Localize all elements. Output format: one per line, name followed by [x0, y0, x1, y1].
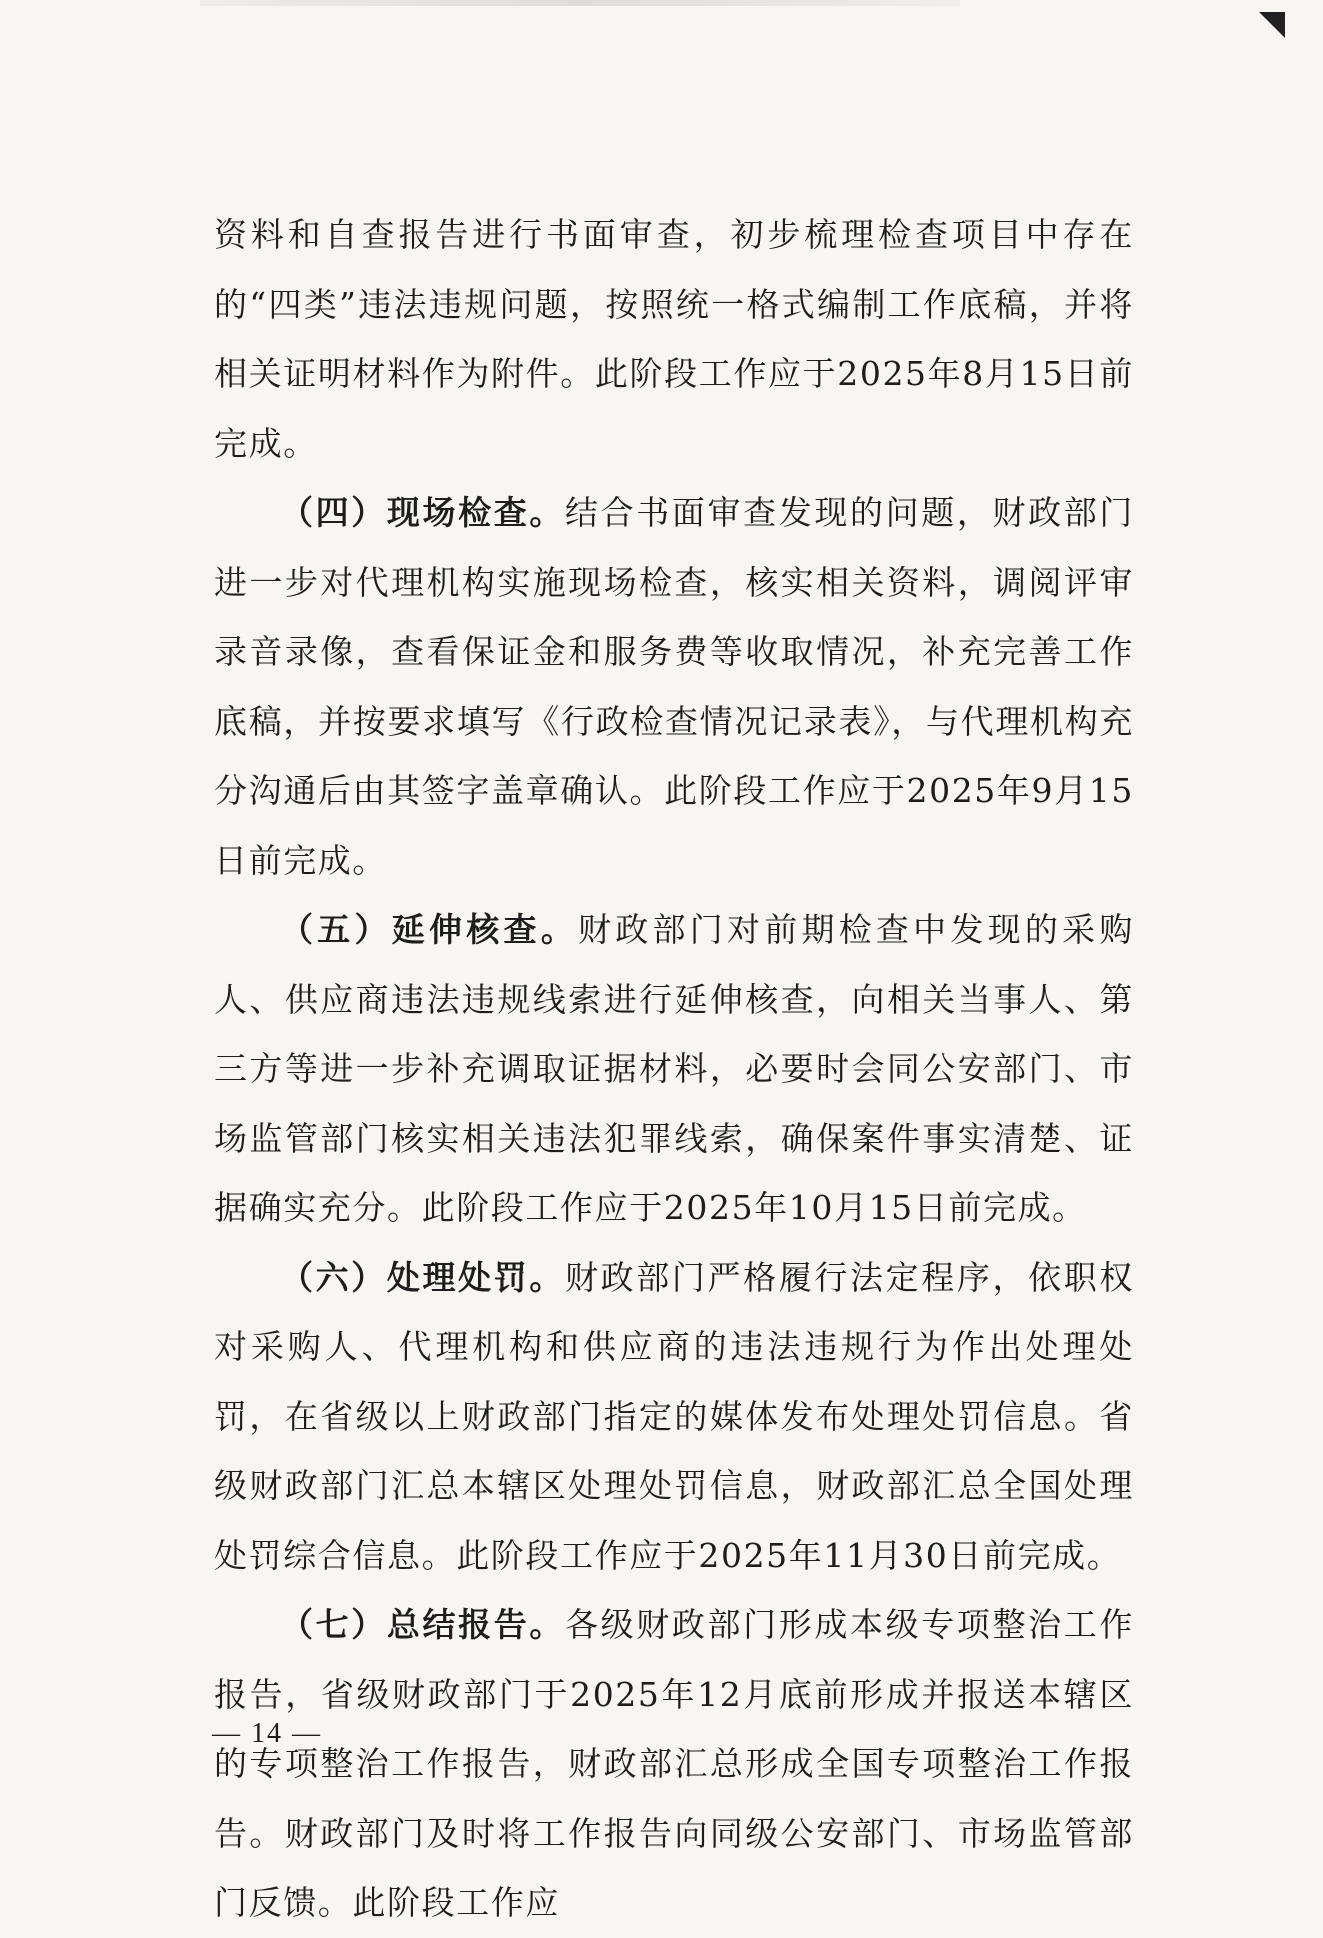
section-heading: （七）总结报告。 — [280, 1605, 566, 1644]
paragraph-text: 财政部门对前期检查中发现的采购人、供应商违法违规线索进行延伸核查，向相关当事人、第三方等进一步补充调取证据材料，必要时会同公安部门、市场监管部门核实相关违法犯罪线索，确保案件事实清楚、证据确实充分。此阶段工作应于2025年10月15日前完成。 — [214, 910, 1134, 1227]
page-number: — 14 — — [212, 1718, 322, 1749]
corner-fold-mark — [1259, 12, 1285, 38]
section-heading: （五）延伸核查。 — [280, 910, 578, 949]
paragraph-text: 结合书面审查发现的问题，财政部门进一步对代理机构实施现场检查，核实相关资料，调阅评审录音录像，查看保证金和服务费等收取情况，补充完善工作底稿，并按要求填写《行政检查情况记录表》，与代理机构充分沟通后由其签字盖章确认。此阶段工作应于2025年9月15日前完成。 — [214, 493, 1134, 880]
document-body — [214, 200, 1134, 1938]
paragraph-extended-verification — [214, 895, 1134, 1243]
paragraph-summary-report — [214, 1590, 1134, 1938]
paragraph-penalties — [214, 1243, 1134, 1591]
section-heading: （六）处理处罚。 — [280, 1257, 566, 1297]
paragraph-text: 财政部门严格履行法定程序，依职权对采购人、代理机构和供应商的违法违规行为作出处理处罚，在省级以上财政部门指定的媒体发布处理处罚信息。省级财政部门汇总本辖区处理处罚信息，财政部汇总全国处理处罚综合信息。此阶段工作应于2025年11月30日前完成。 — [214, 1257, 1134, 1575]
section-heading: （四）现场检查。 — [280, 493, 566, 532]
paragraph-text: 各级财政部门形成本级专项整治工作报告，省级财政部门于2025年12月底前形成并报送本辖区的专项整治工作报告，财政部汇总形成全国专项整治工作报告。财政部门及时将工作报告向同级公安部门、市场监管部门反馈。此阶段工作应 — [214, 1605, 1134, 1922]
scan-edge-shadow — [200, 0, 960, 6]
paragraph-site-inspection — [214, 478, 1134, 895]
paragraph-continuation — [214, 200, 1134, 478]
paragraph-text: 资料和自查报告进行书面审查，初步梳理检查项目中存在的“四类”违法违规问题，按照统一格式编制工作底稿，并将相关证明材料作为附件。此阶段工作应于2025年8月15日前完成。 — [214, 215, 1134, 463]
